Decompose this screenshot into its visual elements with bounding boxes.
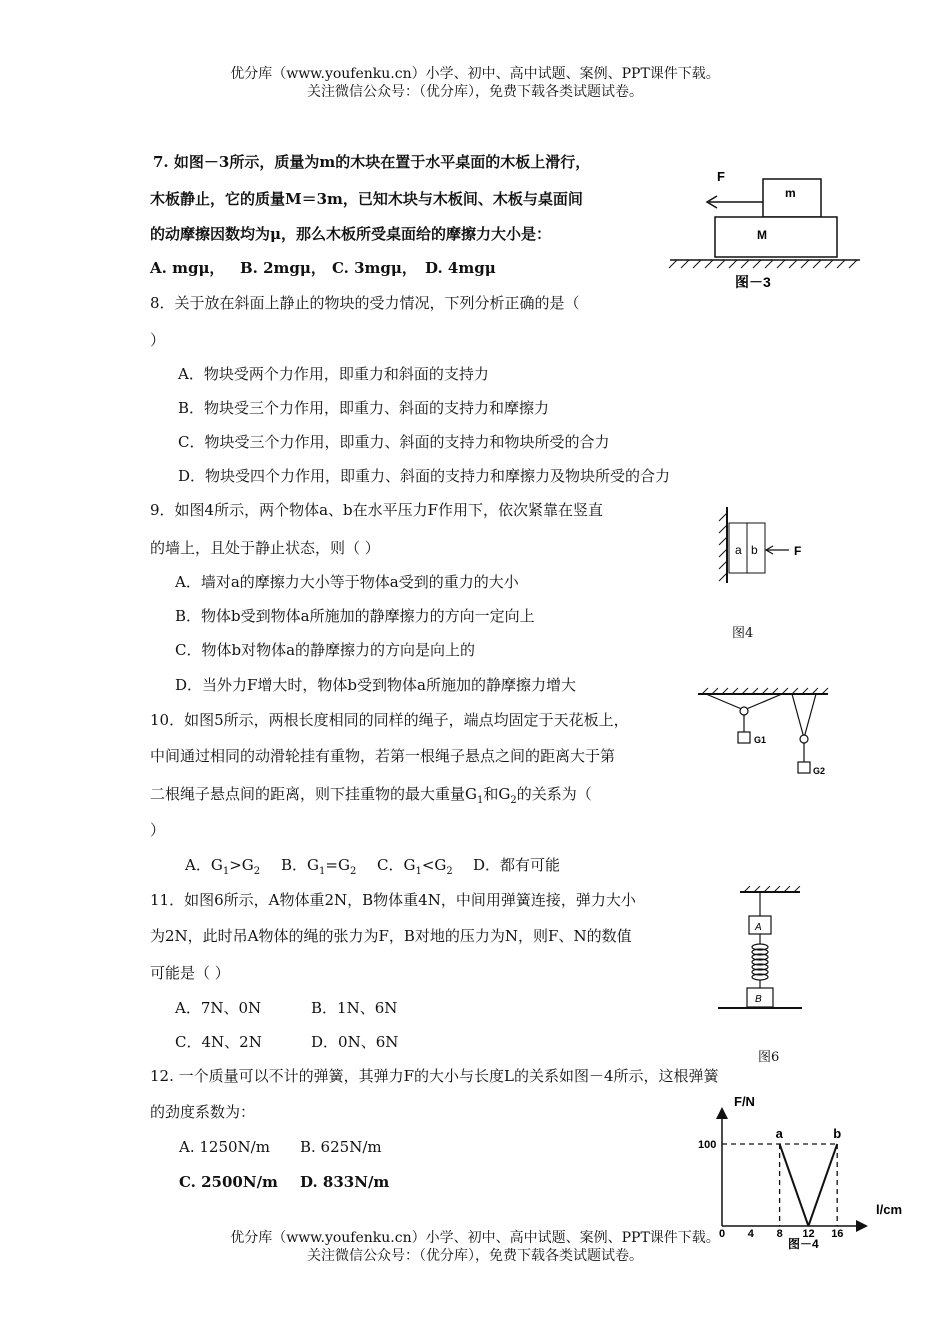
wall-hatching	[719, 513, 727, 581]
fig6-caption: 图6	[758, 1050, 780, 1065]
x-tick-label-12: 12	[802, 1228, 815, 1240]
y-tick-label-100: 100	[698, 1139, 717, 1151]
q7-line-1: 7. 如图－3所示，质量为m的木块在置于水平桌面的木板上滑行，	[153, 153, 591, 171]
q10-opt-c-op: <G	[421, 856, 447, 874]
q10-opt-c-sub2: 2	[446, 866, 453, 877]
fig5-label-g2: G2	[813, 766, 826, 776]
q10-opt-b-text: B．G	[281, 856, 320, 874]
q12-option-b: B. 625N/m	[300, 1138, 382, 1156]
table-hatching	[669, 260, 857, 268]
q11-line-3: 可能是（ ）	[150, 964, 230, 982]
fig6-label-B: B	[755, 994, 762, 1005]
point-label-b: b	[833, 1126, 842, 1141]
q7-option-a: A. mgμ，	[150, 259, 225, 277]
q8-option-d: D．物块受四个力作用，即重力、斜面的支持力和摩擦力及物块所受的合力	[178, 467, 671, 485]
fig3-label-M: M	[757, 228, 767, 242]
spring-coils	[752, 944, 768, 980]
fig6-label-A: A	[755, 922, 762, 933]
fig3-caption: 图－3	[735, 274, 771, 290]
header-line-2: 关注微信公众号：（优分库），免费下载各类试题试卷。	[307, 84, 643, 100]
q8-option-c: C．物块受三个力作用，即重力、斜面的支持力和物块所受的合力	[178, 433, 610, 451]
q8-option-a: A．物块受两个力作用，即重力和斜面的支持力	[178, 365, 489, 383]
q11-line-1: 11．如图6所示，A物体重2N，B物体重4N，中间用弹簧连接，弹力大小	[150, 891, 636, 909]
q8-option-b: B．物块受三个力作用，即重力、斜面的支持力和摩擦力	[178, 399, 550, 417]
figure-6-spring	[710, 886, 810, 1016]
q10-opt-c-sub1: 1	[415, 866, 422, 877]
chart-title: 图－4	[788, 1237, 819, 1250]
fig4-caption: 图4	[732, 626, 754, 641]
q9-option-b: B．物体b受到物体a所施加的静摩擦力的方向一定向上	[175, 607, 535, 625]
q7-option-d: D. 4mgμ	[425, 259, 496, 277]
q8-line-2: ）	[150, 331, 166, 349]
q10-opt-a-op: >G	[229, 856, 254, 874]
point-label-a: a	[775, 1126, 783, 1141]
q12-option-c: C. 2500N/m	[179, 1173, 278, 1191]
fig3-label-m: m	[785, 186, 796, 200]
q9-line-2: 的墙上，且处于静止状态，则（ ）	[150, 539, 380, 557]
q11-option-c: C．4N、2N	[175, 1033, 262, 1051]
q10-line-2: 中间通过相同的动滑轮挂有重物，若第一根绳子悬点之间的距离大于第	[150, 747, 616, 765]
q7-line-2: 木板静止，它的质量M＝3m，已知木块与木板间、木板与桌面间	[150, 190, 583, 208]
q12-option-a: A. 1250N/m	[179, 1138, 270, 1156]
y-axis-label: F/N	[734, 1094, 755, 1109]
q8-line-1: 8．关于放在斜面上静止的物块的受力情况，下列分析正确的是（	[150, 294, 580, 312]
q10-line-3-end: 的关系为（	[516, 785, 592, 803]
q11-line-2: 为2N，此时吊A物体的绳的张力为F，B对地的压力为N，则F、N的数值	[150, 927, 632, 945]
q10-opt-b-op: =G	[325, 856, 350, 874]
q7-line-3: 的动摩擦因数均为μ，那么木板所受桌面给的摩擦力大小是：	[150, 225, 551, 243]
q10-option-c	[377, 855, 453, 882]
q11-option-b: B．1N、6N	[311, 999, 398, 1017]
q7-option-c: C. 3mgμ，	[332, 259, 417, 277]
q10-opt-a-sub1: 1	[222, 866, 230, 877]
q10-subscript-1: 1	[477, 795, 484, 806]
pulley-2	[800, 735, 808, 743]
q12-option-d: D. 833N/m	[300, 1173, 390, 1191]
footer-line-1: 优分库（www.youfenku.cn）小学、初中、高中试题、案例、PPT课件下载。	[230, 1230, 720, 1246]
series-segment-1	[780, 1144, 809, 1226]
q10-line-1: 10．如图5所示，两根长度相同的同样的绳子，端点均固定于天花板上，	[150, 711, 629, 729]
q9-option-a: A．墙对a的摩擦力大小等于物体a受到的重力的大小	[175, 573, 519, 591]
figure-5-pulleys	[696, 686, 836, 782]
fig5-label-g1: G1	[754, 735, 767, 745]
q11-option-a: A．7N、0N	[175, 999, 262, 1017]
q10-opt-b-sub2: 2	[349, 866, 357, 877]
q10-opt-c-text: C．G	[377, 856, 416, 874]
q12-line-2: 的劲度系数为：	[150, 1103, 256, 1121]
x-tick-label-8: 8	[776, 1228, 783, 1240]
fig4-label-F: F	[794, 544, 802, 558]
series-segment-2	[808, 1144, 837, 1226]
x-tick-label-16: 16	[831, 1228, 844, 1240]
q10-option-d: D．都有可能	[473, 856, 561, 874]
q10-line-3-text: 二根绳子悬点间的距离，则下挂重物的最大重量G	[150, 785, 477, 803]
q7-option-b: B. 2mgμ，	[240, 259, 326, 277]
q10-option-a	[185, 855, 260, 882]
q10-opt-a-sub2: 2	[253, 866, 261, 877]
q10-opt-a-text: A．G	[185, 856, 223, 874]
fig4-label-a: a	[735, 543, 742, 557]
rope-2	[792, 694, 816, 738]
weight-G2	[798, 762, 810, 773]
q10-subscript-2: 2	[510, 795, 517, 806]
board-M	[715, 217, 837, 257]
q12-line-1: 12. 一个质量可以不计的弹簧，其弹力F的大小与长度L的关系如图－4所示，这根弹簧	[150, 1067, 719, 1085]
figure-3-block-diagram	[665, 165, 865, 295]
header-line-1: 优分库（www.youfenku.cn）小学、初中、高中试题、案例、PPT课件下载。	[230, 66, 720, 82]
q10-line-3	[150, 784, 592, 811]
q9-option-c: C．物体b对物体a的静摩擦力的方向是向上的	[175, 641, 476, 659]
figure-4-force-length-chart	[690, 1090, 920, 1250]
pulley-1	[740, 707, 748, 715]
fig3-label-F: F	[717, 169, 725, 184]
weight-G1	[738, 732, 750, 743]
figure-4-wall-blocks	[705, 505, 815, 585]
q10-option-b	[281, 855, 356, 882]
x-axis-label: l/cm	[876, 1202, 903, 1217]
fig4-label-b: b	[751, 543, 758, 557]
q10-line-3-mid: 和G	[483, 785, 511, 803]
x-tick-label-4: 4	[747, 1228, 754, 1240]
q10-opt-b-sub1: 1	[319, 866, 326, 877]
q9-line-1: 9．如图4所示，两个物体a、b在水平压力F作用下，依次紧靠在竖直	[150, 501, 604, 519]
footer-line-2: 关注微信公众号：（优分库），免费下载各类试题试卷。	[307, 1248, 643, 1264]
q10-line-4: ）	[150, 821, 166, 839]
x-tick-label-0: 0	[719, 1228, 726, 1240]
q9-option-d: D．当外力F增大时，物体b受到物体a所施加的静摩擦力增大	[175, 676, 576, 694]
q11-option-d: D．0N、6N	[311, 1033, 399, 1051]
